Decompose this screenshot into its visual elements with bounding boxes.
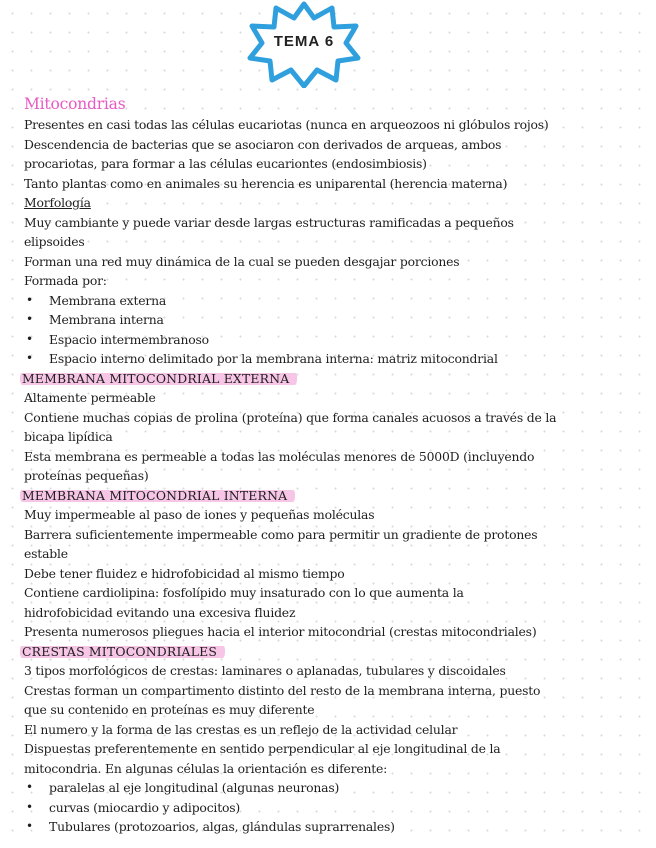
text-line: Forman una red muy dinámica de la cual se pueden desgajar porciones	[24, 253, 460, 269]
text-line: elipsoides	[24, 234, 85, 249]
text-line: mitocondria. En algunas células la orientación es diferente:	[24, 760, 388, 776]
list-item: • Membrana externa	[24, 291, 649, 311]
list-item: • Espacio intermembranoso	[24, 330, 649, 350]
text-line: 3 tipos morfológicos de crestas: laminares o aplanadas, tubulares y discoidales	[24, 663, 506, 678]
text-line: hidrofobicidad evitando una excesiva fluidez	[24, 604, 296, 620]
section-title: Mitocondrias	[24, 95, 126, 113]
text-line: Barrera suficientemente impermeable como para permitir un gradiente de protones	[24, 526, 538, 542]
text-line: procariotas, para formar a las células eucariontes (endosimbiosis)	[24, 156, 427, 171]
notes-body	[24, 94, 649, 837]
text-line: Descendencia de bacterias que se asociaron con derivados de arqueas, ambos	[24, 136, 502, 152]
list-item: • Tubulares (protozoarios, algas, glándulas suprarrenales)	[24, 817, 649, 837]
text-line: Muy cambiante y puede variar desde largas estructuras ramificadas a pequeños	[24, 214, 514, 230]
text-line: Debe tener fluidez e hidrofobicidad al mismo tiempo	[24, 565, 345, 581]
list-item: • paralelas al eje longitudinal (algunas neuronas)	[24, 778, 649, 798]
highlight-heading-external: MEMBRANA MITOCONDRIAL EXTERNA	[20, 369, 297, 389]
text-line: Dispuestas preferentemente en sentido perpendicular al eje longitudinal de la	[24, 741, 501, 756]
text-line: Presenta numerosos pliegues hacia el interior mitocondrial (crestas mitocondriales)	[24, 624, 537, 639]
text-line: Formada por:	[24, 273, 107, 288]
text-line: Presentes en casi todas las células eucariotas (nunca en arqueozoos ni glóbulos rojos)	[24, 117, 549, 132]
text-line: estable	[24, 546, 68, 561]
highlight-heading-internal: MEMBRANA MITOCONDRIAL INTERNA	[20, 486, 295, 506]
list-item: • curvas (miocardio y adipocitos)	[24, 798, 649, 818]
text-line: Muy impermeable al paso de iones y pequeñas moléculas	[24, 507, 375, 522]
page-title: TEMA 6	[273, 33, 335, 50]
text-line: bicapa lipídica	[24, 429, 113, 444]
list-item: • Espacio interno delimitado por la membrana interna: matriz mitocondrial	[24, 349, 649, 369]
text-line: Contiene muchas copias de prolina (proteína) que forma canales acuosos a través de la	[24, 409, 557, 425]
text-line: Altamente permeable	[24, 390, 156, 405]
text-line: que su contenido en proteínas es muy diferente	[24, 702, 315, 717]
text-line: El numero y la forma de las crestas es un reflejo de la actividad celular	[24, 721, 458, 737]
highlight-heading-cristae: CRESTAS MITOCONDRIALES	[20, 642, 225, 662]
title-badge	[244, 0, 364, 88]
text-line: Contiene cardiolipina: fosfolípido muy insaturado con lo que aumenta la	[24, 585, 464, 600]
subheading-morfologia: Morfología	[24, 195, 91, 210]
text-line: Esta membrana es permeable a todas las moléculas menores de 5000D (incluyendo	[24, 448, 535, 464]
text-line: Tanto plantas como en animales su herencia es uniparental (herencia materna)	[24, 175, 508, 191]
text-line: Crestas forman un compartimento distinto del resto de la membrana interna, puesto	[24, 682, 541, 698]
text-line: proteínas pequeñas)	[24, 468, 149, 483]
list-item: • Membrana interna	[24, 310, 649, 330]
